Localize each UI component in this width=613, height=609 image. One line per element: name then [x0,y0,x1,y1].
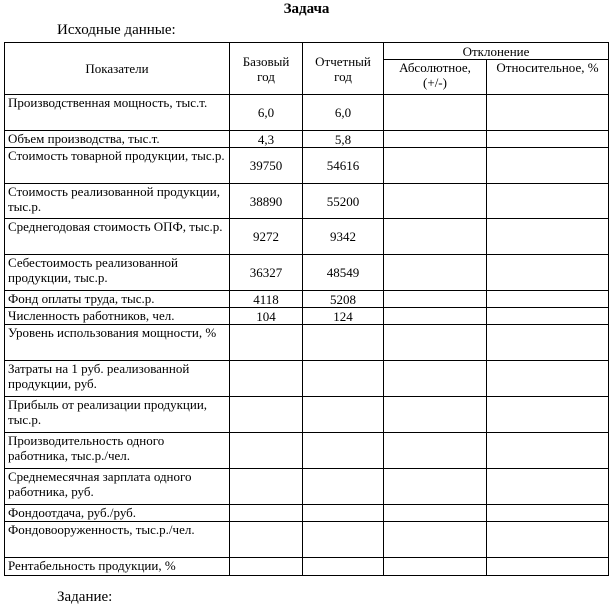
base-year-value [230,433,303,469]
relative-deviation-cell [487,361,609,397]
base-year-value [230,361,303,397]
relative-deviation-cell [487,219,609,255]
absolute-deviation-cell [384,131,487,148]
report-year-value: 54616 [303,148,384,184]
relative-deviation-cell [487,308,609,325]
col-indicator: Показатели [5,43,230,95]
absolute-deviation-cell [384,505,487,522]
report-year-value [303,505,384,522]
indicator-label: Численность работников, чел. [5,308,230,325]
absolute-deviation-cell [384,433,487,469]
report-year-value: 9342 [303,219,384,255]
indicator-label: Стоимость товарной продукции, тыс.р. [5,148,230,184]
report-year-value: 5,8 [303,131,384,148]
table-row [5,148,609,184]
col-deviation: Отклонение [384,43,609,60]
absolute-deviation-cell [384,325,487,361]
indicator-label: Рентабельность продукции, % [5,558,230,576]
relative-deviation-cell [487,505,609,522]
absolute-deviation-cell [384,95,487,131]
indicator-label: Себестоимость реализованной продукции, тыс.р. [5,255,230,291]
report-year-value: 124 [303,308,384,325]
indicator-label: Затраты на 1 руб. реализованной продукции, руб. [5,361,230,397]
absolute-deviation-cell [384,308,487,325]
col-report-year: Отчетный год [303,43,384,95]
relative-deviation-cell [487,95,609,131]
table-row [5,219,609,255]
table-row [5,308,609,325]
relative-deviation-cell [487,184,609,219]
base-year-value [230,522,303,558]
relative-deviation-cell [487,325,609,361]
col-base-year: Базовый год [230,43,303,95]
base-year-value [230,325,303,361]
absolute-deviation-cell [384,361,487,397]
absolute-deviation-cell [384,255,487,291]
table-row [5,184,609,219]
absolute-deviation-cell [384,219,487,255]
relative-deviation-cell [487,397,609,433]
base-year-value [230,397,303,433]
indicator-label: Фонд оплаты труда, тыс.р. [5,291,230,308]
relative-deviation-cell [487,148,609,184]
table-row [5,361,609,397]
indicator-label: Фондовооруженность, тыс.р./чел. [5,522,230,558]
table-row [5,522,609,558]
absolute-deviation-cell [384,184,487,219]
base-year-value: 104 [230,308,303,325]
report-year-value [303,433,384,469]
indicator-label: Среднемесячная зарплата одного работника, руб. [5,469,230,505]
relative-deviation-cell [487,291,609,308]
relative-deviation-cell [487,522,609,558]
indicator-label: Объем производства, тыс.т. [5,131,230,148]
indicator-label: Прибыль от реализации продукции, тыс.р. [5,397,230,433]
absolute-deviation-cell [384,397,487,433]
table-row [5,131,609,148]
relative-deviation-cell [487,469,609,505]
relative-deviation-cell [487,433,609,469]
indicator-label: Производственная мощность, тыс.т. [5,95,230,131]
base-year-value [230,469,303,505]
report-year-value: 55200 [303,184,384,219]
table-row [5,505,609,522]
absolute-deviation-cell [384,469,487,505]
absolute-deviation-cell [384,148,487,184]
indicator-label: Стоимость реализованной продукции, тыс.р. [5,184,230,219]
absolute-deviation-cell [384,558,487,576]
relative-deviation-cell [487,558,609,576]
table-row [5,558,609,576]
table-row [5,325,609,361]
report-year-value [303,361,384,397]
base-year-value: 9272 [230,219,303,255]
report-year-value [303,558,384,576]
table-row [5,95,609,131]
col-relative: Относительное, % [487,60,609,95]
indicators-table [4,42,609,576]
report-year-value [303,522,384,558]
report-year-value: 6,0 [303,95,384,131]
report-year-value [303,397,384,433]
indicator-label: Фондоотдача, руб./руб. [5,505,230,522]
absolute-deviation-cell [384,291,487,308]
table-row [5,255,609,291]
task-title: Задача [283,1,330,17]
report-year-value [303,469,384,505]
base-year-value: 39750 [230,148,303,184]
task-assignment-label: Задание: [57,589,113,605]
col-absolute: Абсолютное, (+/-) [384,60,487,95]
base-year-value [230,558,303,576]
table-row [5,469,609,505]
report-year-value: 48549 [303,255,384,291]
table-row [5,291,609,308]
base-year-value: 36327 [230,255,303,291]
indicator-label: Производительность одного работника, тыс.р./чел. [5,433,230,469]
table-row [5,433,609,469]
indicator-label: Уровень использования мощности, % [5,325,230,361]
base-year-value: 4,3 [230,131,303,148]
report-year-value: 5208 [303,291,384,308]
absolute-deviation-cell [384,522,487,558]
source-data-label: Исходные данные: [57,22,176,38]
relative-deviation-cell [487,255,609,291]
base-year-value [230,505,303,522]
report-year-value [303,325,384,361]
indicator-label: Среднегодовая стоимость ОПФ, тыс.р. [5,219,230,255]
base-year-value: 4118 [230,291,303,308]
base-year-value: 6,0 [230,95,303,131]
table-row [5,397,609,433]
relative-deviation-cell [487,131,609,148]
base-year-value: 38890 [230,184,303,219]
